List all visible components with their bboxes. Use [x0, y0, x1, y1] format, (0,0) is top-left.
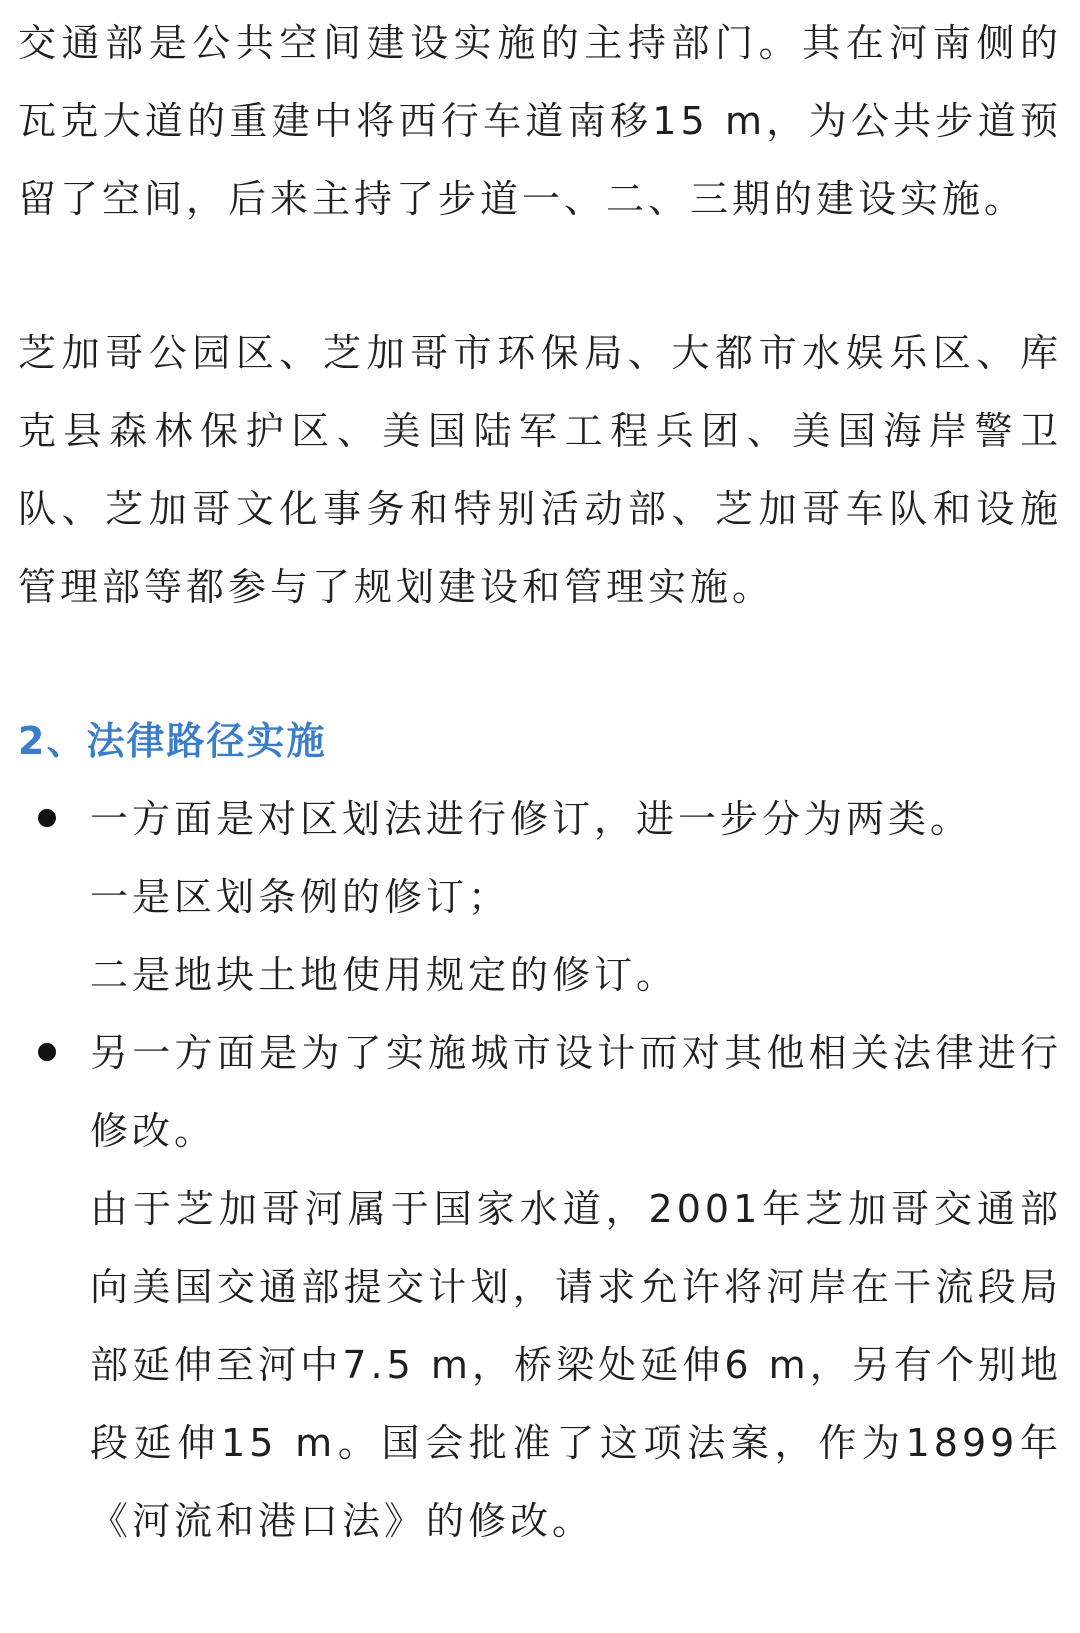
bullet-line: 由于芝加哥河属于国家水道，2001年芝加哥交通部向美国交通部提交计划，请求允许将河岸在干流段局部延伸至河中7.5 m，桥梁处延伸6 m，另有个别地段延伸15 m。国会批准了这项法案，作为1899年《河流和港口法》的修改。: [90, 1187, 1062, 1543]
bullet-item-other-laws: [18, 1014, 1062, 1560]
bullet-item-zoning-revision: [18, 780, 1062, 1014]
bullet-dot-icon: [38, 1043, 56, 1061]
bullet-list: [18, 780, 1062, 1560]
paragraph-participating-agencies: 芝加哥公园区、芝加哥市环保局、大都市水娱乐区、库克县森林保护区、美国陆军工程兵团、美国海岸警卫队、芝加哥文化事务和特别活动部、芝加哥车队和设施管理部等都参与了规划建设和管理实施。: [18, 331, 1062, 609]
bullet-line: 一方面是对区划法进行修订，进一步分为两类。: [90, 797, 973, 841]
section-heading-legal-path: 2、法律路径实施: [18, 719, 327, 763]
paragraph-transport-department: 交通部是公共空间建设实施的主持部门。其在河南侧的瓦克大道的重建中将西行车道南移15 m，为公共步道预留了空间，后来主持了步道一、二、三期的建设实施。: [18, 21, 1062, 221]
bullet-line: 二是地块土地使用规定的修订。: [90, 953, 679, 997]
bullet-dot-icon: [38, 809, 56, 827]
bullet-line: 另一方面是为了实施城市设计而对其他相关法律进行修改。: [90, 1031, 1062, 1153]
bullet-line: 一是区划条例的修订；: [90, 875, 511, 919]
